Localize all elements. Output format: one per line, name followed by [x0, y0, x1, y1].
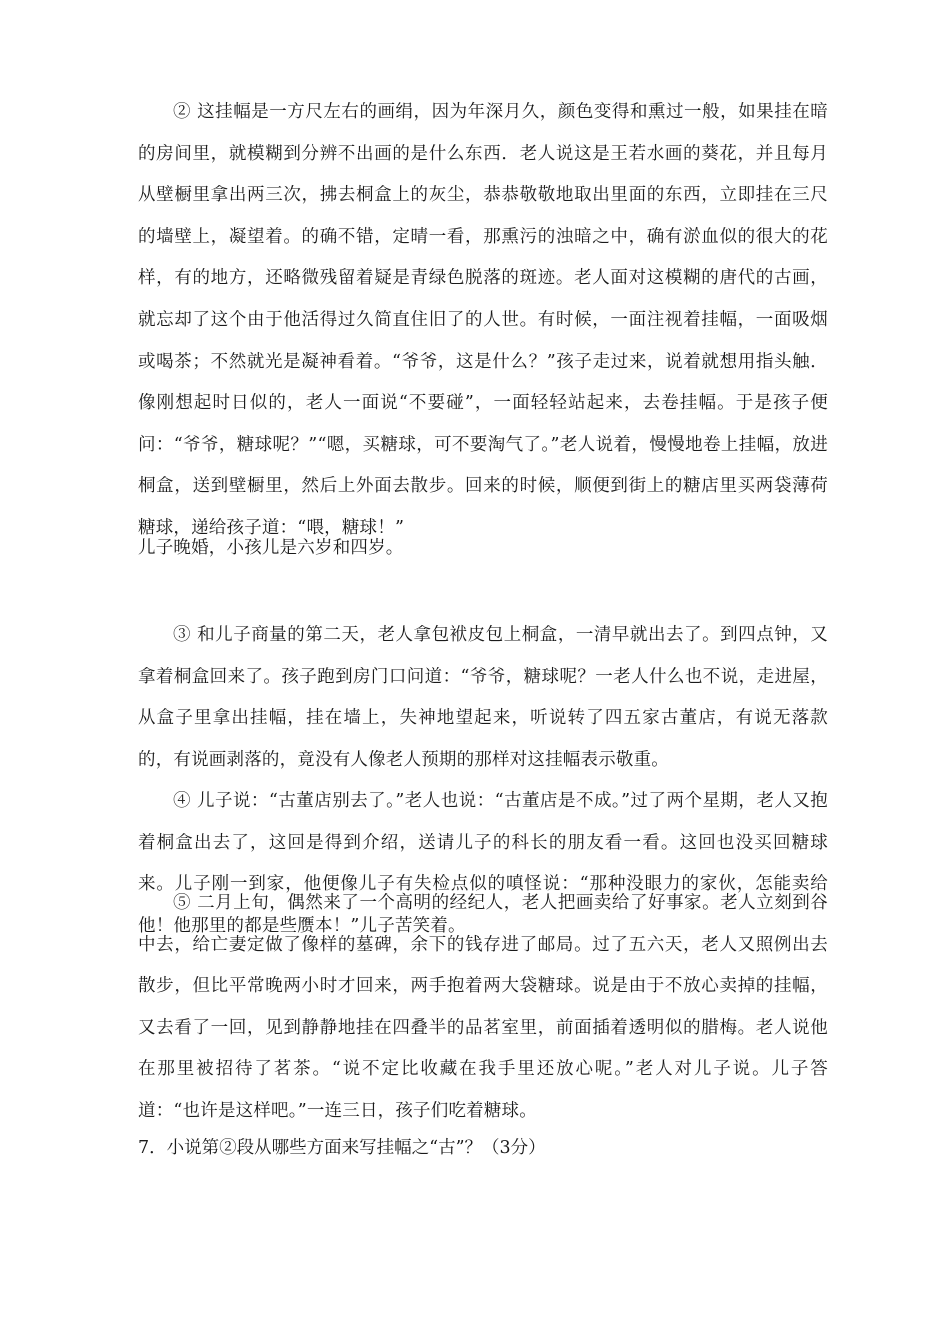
paragraph-4: ④ 儿子说：“古董店别去了。”老人也说：“古董店是不成。”过了两个星期，老人又抱着桐盒出去了，这回是得到介绍，送请儿子的科长的朋友看一看。这回也没买回糖球来。儿子刚一到家，他便像儿子有失检点似的嗔怪说：“那种没眼力的家伙，怎能卖给他！他那里的都是些赝本！”儿子苦笑着。: [138, 791, 828, 936]
paragraph-2: ② 这挂幅是一方尺左右的画绢，因为年深月久，颜色变得和熏过一般，如果挂在暗的房间里，就模糊到分辨不出画的是什么东西．老人说这是王若水画的葵花，并且每月从壁橱里拿出两三次，拂去桐盒上的灰尘，恭恭敬敬地取出里面的东西，立即挂在三尺的墙壁上，凝望着。的确不错，定晴一看，那熏污的浊暗之中，确有淤血似的很大的花样，有的地方，还略微残留着疑是青绿色脱落的斑迹。老人面对这模糊的唐代的古画，就忘却了这个由于他活得过久简直住旧了的人世。有时候，一面注视着挂幅，一面吸烟或喝茶；不然就光是凝神看着。“爷爷，这是什么？”孩子走过来，说着就想用指头触．像刚想起时日似的，老人一面说“不要碰”，一面轻轻站起来，去卷挂幅。于是孩子便问：“爷爷，糖球呢？”“嗯，买糖球，可不要淘气了。”老人说着，慢慢地卷上挂幅，放进桐盒，送到壁橱里，然后上外面去散步。回来的时候，顺便到街上的糖店里买两袋薄荷糖球，递给孩子道：“喂，糖球！”: [138, 102, 828, 538]
question-7: 7．小说第②段从哪些方面来写挂幅之“古”？（3分）: [138, 1138, 546, 1158]
paragraph-2-continuation: 儿子晚婚，小孩儿是六岁和四岁。: [138, 538, 404, 558]
paragraph-3: ③ 和儿子商量的第二天，老人拿包袱皮包上桐盒，一清早就出去了。到四点钟，又拿着桐盒回来了。孩子跑到房门口问道：“爷爷，糖球呢？一老人什么也不说，走进屋，从盒子里拿出挂幅，挂在墙上，失神地望起来，听说转了四五家古董店，有说无落款的，有说画剥落的，竟没有人像老人预期的那样对这挂幅表示敬重。: [138, 625, 828, 770]
paragraph-5: ⑤ 二月上旬，偶然来了一个高明的经纪人，老人把画卖给了好事家。老人立刻到谷中去，给亡妻定做了像样的墓碑，余下的钱存进了邮局。过了五六天，老人又照例出去散步，但比平常晚两小时才回来，两手抱着两大袋糖球。说是由于不放心卖掉的挂幅，又去看了一回，见到静静地挂在四叠半的品茗室里，前面插着透明似的腊梅。老人说他在那里被招待了茗茶。“说不定比收藏在我手里还放心呢。”老人对儿子说。儿子答道：“也许是这样吧。”一连三日，孩子们吃着糖球。: [138, 893, 828, 1121]
